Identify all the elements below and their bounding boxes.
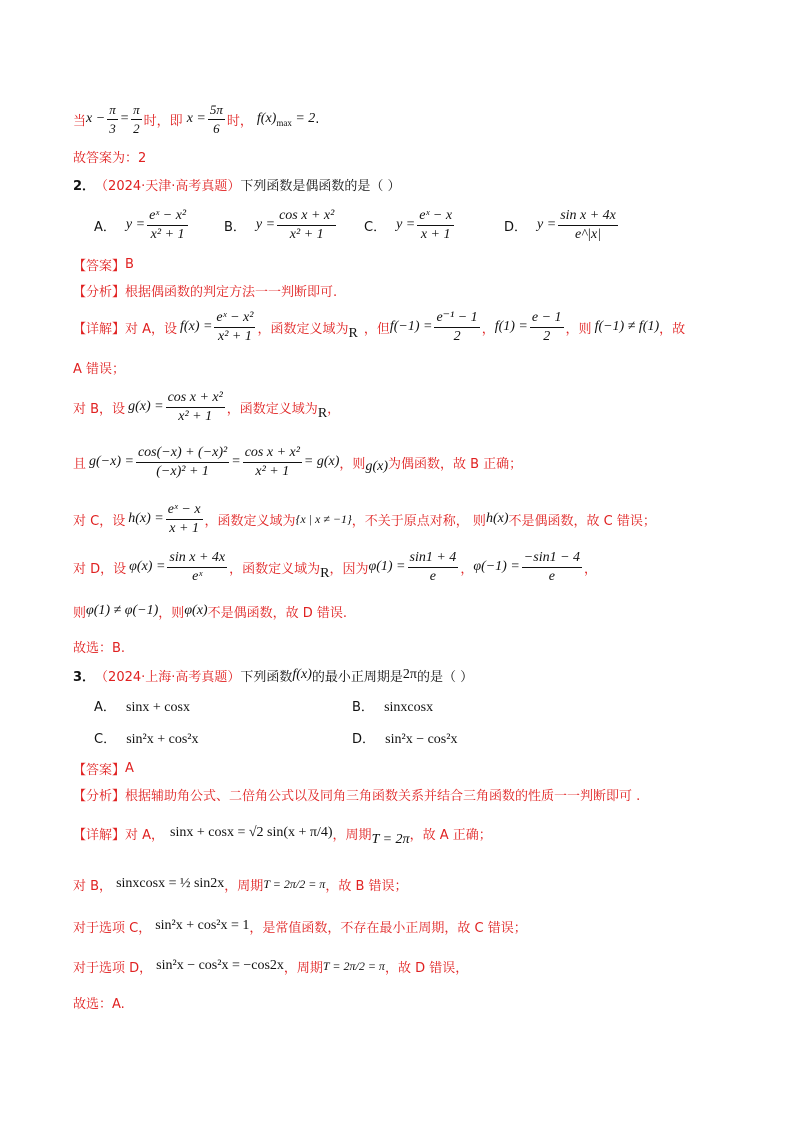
q2-analysis [73, 280, 337, 300]
math-part: ， [481, 321, 495, 337]
text: 【分析】 [73, 788, 126, 804]
q2-detail-c [73, 498, 656, 540]
q3-answer [73, 758, 134, 778]
q2-options [94, 204, 620, 246]
text: ，函数定义域为 [257, 321, 349, 337]
option-a [94, 208, 224, 243]
text: ，函数定义域为 [226, 401, 318, 417]
text: sinx + cosx = √2 sin(x + π/4) [170, 825, 333, 840]
math-part [107, 102, 118, 137]
text: C． [364, 219, 387, 235]
text: −sin1 − 4 [522, 550, 582, 568]
q3-detail-d [73, 948, 468, 984]
text: y = [125, 217, 146, 232]
text: = g(x) [303, 454, 340, 469]
text: 当 [73, 113, 87, 129]
math-part [277, 208, 336, 243]
question-number: 2． [73, 178, 96, 194]
text: T = 2π [371, 832, 410, 847]
text: 则 [73, 605, 87, 621]
text: sin1 + 4 [408, 550, 459, 568]
q2-choose [73, 636, 125, 656]
text: y = [537, 217, 557, 232]
text: 【详解】 [73, 827, 126, 843]
q2-answer [73, 254, 134, 274]
math-eq: $f(x)_{max} = 2$ [256, 110, 316, 128]
math-eq [86, 102, 144, 137]
text: f(x) [292, 667, 312, 682]
text: ，周期 [224, 878, 264, 894]
text: x² + 1 [255, 463, 290, 479]
text: 根据辅助角公式、二倍角公式以及同角三角函数关系并结合三角函数的性质一一判断即可 . [125, 788, 641, 804]
text: g(−x) = [89, 454, 134, 469]
text: 对 D，设 [73, 561, 127, 577]
question-stem: 下列函数是偶函数的是（ ） [240, 178, 401, 194]
text: x + 1 [420, 226, 451, 242]
math-part [166, 502, 203, 537]
text: sinxcosx = ½ sin2x [116, 876, 225, 891]
text: g(x) [365, 459, 388, 474]
text: y = [396, 217, 416, 232]
text: f(−1) = [389, 319, 433, 334]
text: 时，即 [143, 113, 183, 129]
math-part: max [276, 117, 292, 128]
option-c [364, 208, 504, 243]
text: eˣ − x² [147, 208, 188, 226]
text: 不是偶函数，故 C 错误； [508, 513, 656, 529]
text: D． [504, 219, 528, 235]
q3-analysis [73, 784, 640, 804]
math-part [147, 208, 188, 243]
text: ，是常值函数，不存在最小正周期，故 C 错误； [249, 920, 527, 936]
q2-detail-b [73, 386, 340, 428]
math-part: 2 [133, 120, 140, 136]
text: T = 2π/2 = π [322, 958, 385, 973]
text: 为偶函数，故 B 正确； [387, 456, 523, 472]
math-part [167, 550, 227, 585]
q3-detail-a [73, 812, 492, 854]
text: φ(x) [184, 603, 208, 618]
top-line-1 [73, 98, 319, 140]
text: sin x + 4x [167, 550, 227, 568]
math-part [136, 445, 229, 480]
math-part: x − [86, 111, 106, 126]
text: y = [255, 217, 276, 232]
text: ，函数定义域为 [204, 513, 296, 529]
q2-detail-a [73, 306, 685, 348]
text: φ(1) = [368, 559, 406, 574]
text: x² + 1 [178, 408, 213, 424]
text: cos(−x) + (−x)² [136, 445, 229, 463]
text: 的最小正周期是 [311, 669, 403, 685]
text: sin x + 4x [558, 208, 618, 226]
option-a [94, 696, 352, 716]
text: A． [94, 700, 116, 715]
text: 【分析】 [73, 284, 126, 300]
text: ， [460, 561, 474, 577]
text: φ(x) = [129, 559, 166, 574]
text: ，则 [339, 456, 366, 472]
math-part: π [131, 102, 142, 120]
text: ，故 B 错误； [325, 878, 408, 894]
text: eˣ − x [166, 502, 203, 520]
text: e⁻¹ − 1 [434, 310, 479, 328]
math-part [522, 550, 582, 585]
text: ，函数定义域为 [229, 561, 321, 577]
option-b [224, 208, 364, 243]
text: cos x + x² [166, 390, 225, 408]
text: D． [352, 732, 376, 747]
text: x² + 1 [289, 226, 324, 242]
text: R [320, 566, 330, 581]
text: f(−1) ≠ f(1) [594, 319, 660, 334]
text: sin²x + cos²x = 1 [155, 918, 250, 933]
text: g(x) = [128, 399, 164, 414]
text: （2024·上海·高考真题） [95, 669, 241, 685]
text: f(x) = [180, 319, 213, 334]
text: ，周期 [283, 960, 323, 976]
text: ，因为 [329, 561, 369, 577]
text: . [315, 111, 320, 127]
text: 下列函数 [240, 669, 293, 685]
text: A． [94, 219, 116, 235]
text: 时， [226, 113, 253, 129]
text: sin²x − cos²x [385, 732, 458, 747]
text: R [348, 326, 358, 341]
text: B [125, 256, 134, 272]
math-part [558, 208, 618, 243]
text: eˣ − x² [214, 310, 255, 328]
question-source: （2024·天津·高考真题） [95, 178, 241, 194]
text: B． [224, 219, 246, 235]
text: x + 1 [169, 520, 199, 536]
math-part [417, 208, 454, 243]
math-part: π [107, 102, 118, 120]
option-d [352, 728, 457, 748]
q3-stem [73, 664, 473, 686]
math-part: x = [186, 111, 206, 126]
text: A [125, 760, 134, 776]
text: 对 B， [73, 878, 113, 894]
text: ，但 [363, 321, 390, 337]
text: 故答案为：2 [73, 150, 147, 166]
text: 【详解】 [73, 321, 126, 337]
text: 对 B，设 [73, 401, 126, 417]
text: 【答案】 [73, 762, 126, 778]
text: sin²x + cos²x [126, 732, 199, 747]
math-part [208, 102, 225, 137]
text: φ(1) ≠ φ(−1) [86, 603, 159, 618]
math-part [166, 390, 225, 425]
q2-detail-b2 [73, 440, 522, 484]
option-c [94, 728, 352, 748]
math-part: 3 [109, 120, 116, 136]
q3-detail-b [73, 866, 408, 902]
math-part: 6 [213, 120, 220, 136]
text: 对 A，设 [125, 321, 178, 337]
option-d [504, 208, 620, 243]
text: R [317, 406, 328, 421]
text: 故选：A. [73, 996, 125, 1012]
q3-options-ab [94, 696, 433, 716]
math-part [408, 550, 459, 585]
text: f(1) = [494, 319, 528, 334]
q3-choose [73, 992, 125, 1012]
text: sinxcosx [384, 700, 434, 715]
math-part: 5π [208, 102, 225, 120]
text: 对 A， [125, 827, 165, 843]
text: 对 C，设 [73, 513, 126, 529]
text: B． [352, 700, 374, 715]
text: ，周期 [332, 827, 372, 843]
text: ，故 [659, 321, 686, 337]
text: 且 [73, 456, 87, 472]
text: 根据偶函数的判定方法一一判断即可. [125, 284, 338, 300]
text: 不是偶函数，故 D 错误. [207, 605, 348, 621]
math-part [214, 310, 255, 345]
q2-detail-d [73, 546, 597, 588]
text: ，故 A 正确； [409, 827, 492, 843]
text: e [429, 568, 437, 584]
text: = [231, 454, 241, 469]
q2-stem [73, 174, 401, 194]
text: e − 1 [530, 310, 564, 328]
text: {x | x ≠ −1} [295, 511, 352, 526]
text: x² + 1 [150, 226, 185, 242]
text: e [548, 568, 556, 584]
text: 对于选项 C， [73, 920, 152, 936]
q2-detail-a2 [73, 357, 125, 377]
text: A 错误； [73, 361, 126, 377]
answer-line [73, 146, 146, 166]
text: 2 [453, 328, 461, 344]
text: C． [94, 732, 117, 747]
text: e^|x| [575, 226, 602, 242]
math-part [131, 102, 142, 137]
text: ，则 [158, 605, 185, 621]
text: 对于选项 D， [73, 960, 153, 976]
text: ， [584, 561, 598, 577]
text: 2 [543, 328, 551, 344]
text: T = 2π/2 = π [263, 876, 326, 891]
text: ，故 D 错误， [384, 960, 469, 976]
text: cos x + x² [243, 445, 302, 463]
math-eq [187, 102, 227, 137]
math-part: = [119, 111, 130, 126]
text: (−x)² + 1 [156, 463, 209, 479]
text: cos x + x² [277, 208, 336, 226]
text: eˣ [192, 568, 203, 584]
text: h(x) [485, 511, 509, 526]
text: ，则 [565, 321, 592, 337]
q2-detail-d2 [73, 600, 347, 622]
math-part [434, 310, 479, 345]
text: sin²x − cos²x = −cos2x [156, 958, 284, 973]
math-part [243, 445, 302, 480]
text: 3． [73, 669, 96, 685]
text: φ(−1) = [473, 559, 520, 574]
text: 【答案】 [73, 258, 126, 274]
text: eˣ − x [417, 208, 454, 226]
text: sinx + cosx [126, 700, 190, 715]
q3-options-cd [94, 728, 457, 748]
text: h(x) = [128, 511, 164, 526]
math-part [530, 310, 564, 345]
text: ，不关于原点对称， 则 [351, 513, 486, 529]
text: 故选：B. [73, 640, 126, 656]
text: x² + 1 [218, 328, 252, 344]
option-b [352, 696, 433, 716]
text: 2π [402, 667, 417, 682]
text: 的是（ ） [416, 669, 474, 685]
q3-detail-c [73, 916, 527, 936]
text: ， [327, 401, 341, 417]
